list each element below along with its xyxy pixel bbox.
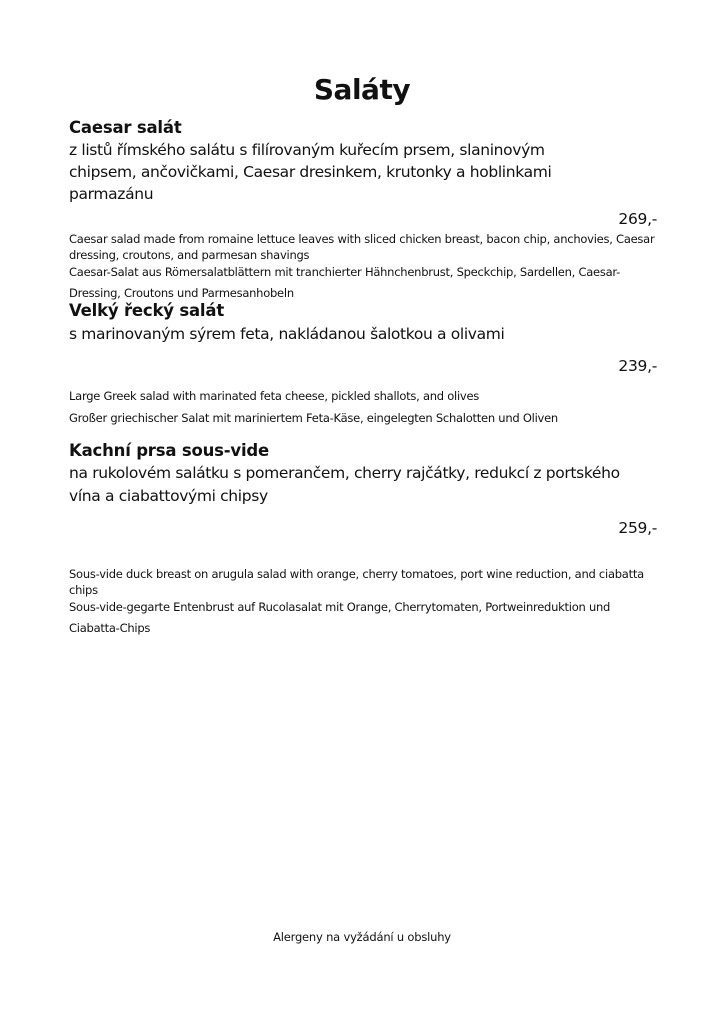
allergen-note: Alergeny na vyžádání u obsluhy (273, 930, 451, 944)
item-description-de: Caesar-Salat aus Römersalatblättern mit tranchierter Hähnchenbrust, Speckchip, Sardellen, Caesar-Dressing, Croutons und Parmesanhobeln (69, 265, 621, 300)
item-price: 269,- (618, 210, 657, 228)
item-price: 259,- (618, 519, 657, 537)
item-price: 239,- (618, 357, 657, 375)
item-description-de: Sous-vide-gegarte Entenbrust auf Rucolasalat mit Orange, Cherrytomaten, Portweinreduktion und Ciabatta-Chips (69, 600, 611, 635)
item-description-cz: z listů římského salátu s filírovaným kuřecím prsem, slaninovým chipsem, ančovičkami, Caesar dresinkem, krutonky a hoblinkami parmazánu (69, 141, 552, 203)
item-description-cz: s marinovaným sýrem feta, nakládanou šalotkou a olivami (69, 325, 505, 343)
item-name: Velký řecký salát (69, 301, 225, 320)
item-name: Caesar salát (69, 118, 182, 137)
item-name: Kachní prsa sous-vide (69, 441, 270, 460)
menu-item-greek-salad (69, 300, 657, 426)
item-description-en: Sous-vide duck breast on arugula salad with orange, cherry tomatoes, port wine reduction, and ciabatta chips (69, 567, 644, 597)
page-title: Saláty (313, 73, 411, 106)
item-description-en: Large Greek salad with marinated feta cheese, pickled shallots, and olives (69, 389, 480, 403)
item-description-cz: na rukolovém salátku s pomerančem, cherry rajčátky, redukcí z portského vína a ciabattovými chipsy (69, 464, 620, 505)
item-description-en: Caesar salad made from romaine lettuce leaves with sliced chicken breast, bacon chip, anchovies, Caesar dressing, croutons, and parmesan shavings (69, 232, 655, 262)
item-description-de: Großer griechischer Salat mit mariniertem Feta-Käse, eingelegten Schalotten und Oliven (69, 411, 558, 425)
menu-item-caesar-salad (69, 117, 657, 304)
menu-item-duck-breast (69, 440, 657, 639)
